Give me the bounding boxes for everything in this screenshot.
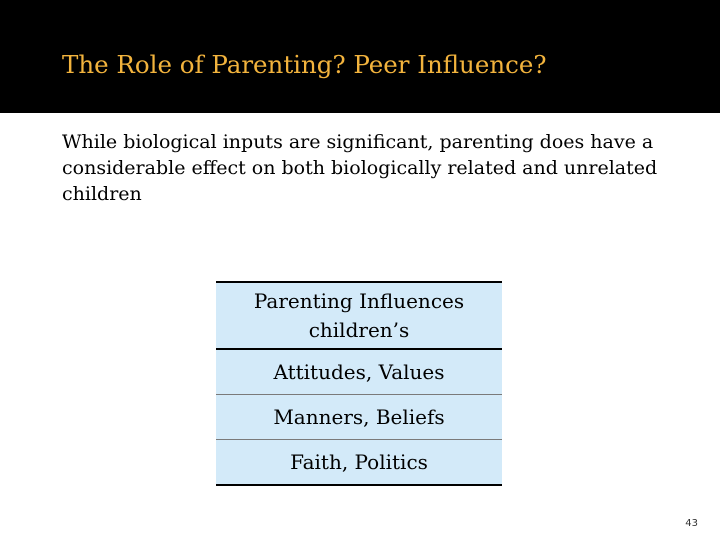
table-row [216, 440, 502, 486]
table-row [216, 349, 502, 395]
table-cell-manners-beliefs: Manners, Beliefs [216, 395, 502, 440]
influences-table [216, 281, 502, 486]
table-row [216, 395, 502, 440]
table-cell-attitudes-values: Attitudes, Values [216, 349, 502, 395]
table-header-cell: Parenting Influences children’s [216, 282, 502, 349]
body-paragraph: While biological inputs are significant, parenting does have a considerable effect on both biologically related and unrelated children [62, 131, 658, 205]
table-cell-faith-politics: Faith, Politics [216, 440, 502, 486]
table-header-row [216, 282, 502, 349]
slide-number: 43 [685, 518, 698, 529]
title-bar [0, 0, 720, 113]
slide-title: The Role of Parenting? Peer Influence? [62, 50, 547, 79]
